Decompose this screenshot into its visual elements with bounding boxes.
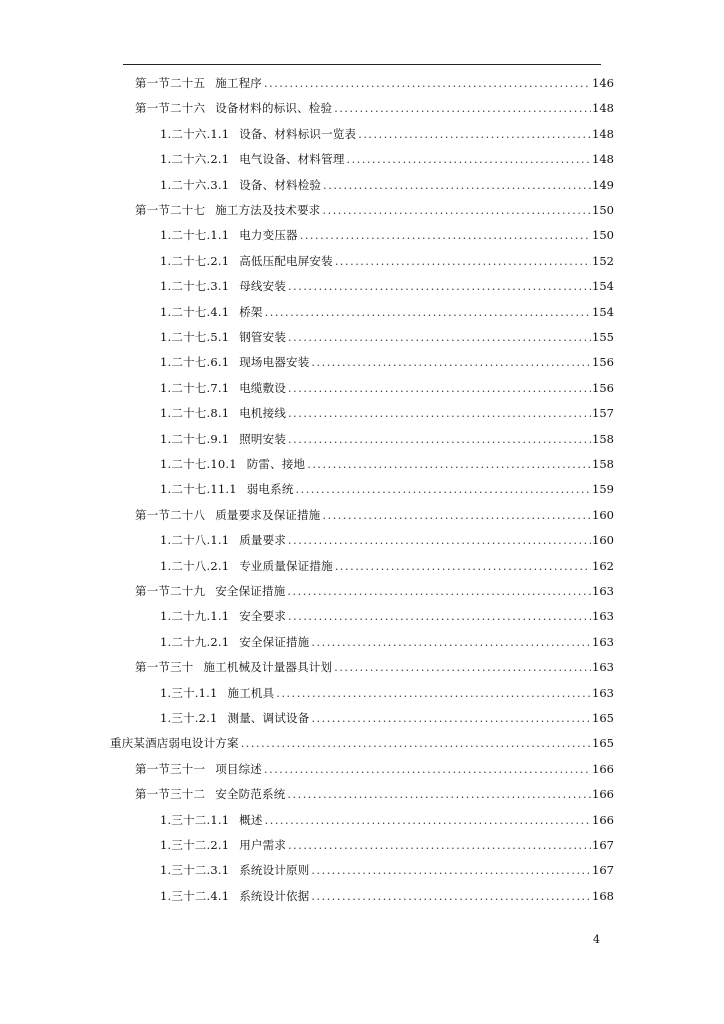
toc-entry[interactable] (135, 507, 614, 523)
toc-entry-number: 1.二十六.3.1 (160, 177, 230, 192)
toc-dot-leader (334, 660, 591, 676)
toc-dot-leader (296, 482, 592, 498)
toc-entry[interactable] (160, 532, 614, 548)
toc-entry-title: 钢管安装 (239, 330, 287, 344)
toc-entry-page: 160 (592, 533, 614, 548)
toc-entry[interactable] (160, 888, 614, 904)
toc-entry-label (160, 354, 310, 370)
toc-entry-title: 设备、材料标识一览表 (239, 126, 357, 141)
toc-entry-title: 系统设计依据 (239, 888, 310, 903)
toc-entry[interactable] (160, 634, 614, 650)
toc-entry[interactable] (135, 761, 614, 777)
toc-entry-page: 166 (592, 787, 614, 802)
toc-entry-page: 150 (592, 203, 614, 217)
toc-dot-leader (311, 635, 591, 651)
toc-entry-number: 1.二十九.2.1 (160, 634, 230, 649)
toc-entry-title: 安全防范系统 (215, 787, 286, 802)
toc-entry-title: 质量要求 (239, 533, 287, 548)
toc-entry-page: 158 (592, 431, 614, 446)
toc-dot-leader (307, 457, 591, 473)
toc-entry[interactable] (135, 202, 614, 218)
toc-entry-title: 施工机械及计量器具计划 (203, 660, 333, 675)
toc-entry-title: 设备材料的标识、检验 (215, 101, 333, 116)
toc-dot-leader (323, 178, 591, 194)
toc-dot-leader (287, 787, 591, 803)
toc-entry[interactable] (135, 75, 614, 91)
toc-entry-title: 施工机具 (227, 685, 275, 700)
toc-entry-number: 第一节三十二 (135, 787, 206, 802)
toc-entry-page: 157 (592, 406, 614, 421)
toc-entry-label (135, 786, 286, 802)
toc-entry-number: 1.二十七.6.1 (160, 355, 230, 370)
toc-entry-label (160, 278, 287, 294)
toc-dot-leader (288, 381, 591, 397)
toc-dot-leader (323, 203, 592, 219)
toc-entry-page: 155 (592, 330, 614, 344)
toc-dot-leader (323, 508, 592, 524)
toc-entry-label (160, 608, 287, 624)
toc-entry-page: 158 (592, 457, 614, 471)
toc-entry[interactable] (135, 100, 614, 116)
toc-entry-number: 1.三十二.2.1 (160, 838, 230, 852)
toc-entry-number: 1.二十七.9.1 (160, 431, 230, 446)
toc-entry-title: 用户需求 (239, 838, 287, 852)
toc-entry-page: 148 (592, 101, 614, 116)
toc-entry-page: 156 (592, 380, 614, 395)
toc-entry-number: 1.二十七.1.1 (160, 228, 230, 243)
toc-dot-leader (300, 228, 591, 244)
toc-entry-label (160, 634, 310, 650)
toc-entry-title: 测量、调试设备 (227, 711, 310, 725)
toc-dot-leader (276, 686, 591, 702)
toc-dot-leader (288, 330, 591, 346)
toc-entry-number: 第一节三十 (135, 660, 194, 675)
toc-entry-page: 148 (592, 126, 614, 141)
toc-dot-leader (347, 152, 592, 168)
toc-entry-label (160, 532, 287, 548)
toc-entry-page: 165 (592, 736, 614, 751)
toc-dot-leader (264, 762, 591, 778)
toc-entry-label (135, 761, 263, 777)
toc-entry-number: 1.三十.2.1 (160, 711, 218, 725)
toc-entry[interactable] (160, 481, 614, 497)
toc-entry-label (135, 100, 333, 116)
toc-entry-number: 1.二十七.11.1 (160, 482, 237, 497)
header-rule (123, 64, 601, 65)
toc-entry-page: 149 (592, 177, 614, 192)
toc-entry[interactable] (160, 177, 614, 193)
toc-entry-title: 系统设计原则 (239, 863, 310, 878)
toc-entry-number: 1.三十二.3.1 (160, 863, 230, 878)
toc-entry-title: 质量要求及保证措施 (215, 507, 321, 522)
toc-dot-leader (288, 279, 591, 295)
toc-entry-title: 施工程序 (215, 76, 263, 90)
toc-entry-page: 168 (592, 888, 614, 903)
toc-entry-number: 第一节三十一 (135, 761, 206, 776)
toc-entry-number: 1.三十.1.1 (160, 685, 218, 700)
toc-dot-leader (311, 889, 591, 905)
toc-entry-page: 159 (592, 482, 614, 497)
toc-dot-leader (241, 736, 591, 752)
toc-entry[interactable] (160, 710, 614, 726)
toc-entry-page: 166 (592, 761, 614, 776)
toc-entry-number: 1.二十七.2.1 (160, 253, 230, 268)
toc-dot-leader (288, 609, 591, 625)
toc-entry[interactable] (135, 659, 614, 675)
toc-entry-title: 安全保证措施 (215, 584, 286, 598)
toc-entry-label (160, 710, 310, 726)
toc-entry-page: 160 (592, 507, 614, 522)
toc-entry-number: 1.二十七.7.1 (160, 380, 230, 395)
toc-entry-number: 第一节二十九 (135, 584, 206, 598)
toc-entry-page: 146 (592, 76, 614, 90)
toc-entry-title: 施工方法及技术要求 (215, 203, 321, 217)
toc-entry[interactable] (160, 812, 614, 828)
toc-entry[interactable] (160, 405, 614, 421)
toc-entry[interactable] (110, 735, 614, 751)
toc-dot-leader (358, 127, 591, 143)
toc-entry-title: 现场电器安装 (239, 355, 310, 370)
toc-entry[interactable] (160, 151, 614, 167)
toc-entry[interactable] (160, 227, 614, 243)
toc-dot-leader (288, 533, 591, 549)
toc-dot-leader (288, 432, 591, 448)
toc-entry-number: 第一节二十五 (135, 76, 206, 90)
toc-entry[interactable] (160, 329, 614, 345)
toc-dot-leader (335, 254, 591, 270)
toc-entry-page: 163 (592, 609, 614, 624)
toc-entry-label (160, 558, 334, 574)
toc-entry-page: 154 (592, 279, 614, 294)
toc-entry-page: 154 (592, 304, 614, 319)
toc-entry-title: 设备、材料检验 (239, 177, 322, 192)
toc-entry[interactable] (160, 456, 614, 472)
toc-entry-title: 安全要求 (239, 609, 287, 624)
toc-entry-page: 162 (592, 558, 614, 573)
toc-entry-title: 专业质量保证措施 (239, 558, 333, 573)
toc-entry-page: 148 (592, 152, 614, 167)
toc-entry-number: 1.二十七.3.1 (160, 279, 230, 294)
toc-entry-title: 防雷、接地 (246, 457, 306, 471)
toc-entry-title: 电力变压器 (239, 228, 298, 243)
toc-entry-label (160, 177, 322, 193)
toc-dot-leader (265, 305, 591, 321)
toc-entry[interactable] (135, 583, 614, 599)
toc-entry-number: 1.三十二.4.1 (160, 888, 230, 903)
toc-entry-page: 167 (592, 838, 614, 852)
toc-entry-number: 1.二十七.4.1 (160, 304, 230, 319)
toc-dot-leader (265, 813, 591, 829)
toc-entry-page: 150 (592, 228, 614, 243)
toc-entry-label (160, 456, 306, 472)
toc-entry-label (160, 685, 275, 701)
toc-dot-leader (335, 559, 591, 575)
toc-entry-number: 1.三十二.1.1 (160, 812, 230, 827)
toc-entry[interactable] (160, 278, 614, 294)
toc-entry-label (135, 75, 263, 91)
toc-entry-title: 项目综述 (215, 761, 263, 776)
toc-entry-number: 第一节二十七 (135, 203, 206, 217)
toc-entry[interactable] (160, 862, 614, 878)
toc-entry-label (110, 735, 240, 751)
toc-entry-page: 156 (592, 355, 614, 370)
toc-entry-label (160, 405, 287, 421)
toc-entry-title: 高低压配电屏安装 (239, 253, 333, 268)
toc-entry-title: 电缆敷设 (239, 380, 287, 395)
page-number: 4 (593, 933, 600, 946)
toc-entry-page: 163 (592, 584, 614, 598)
toc-entry-label (160, 227, 299, 243)
toc-entry[interactable] (160, 558, 614, 574)
toc-entry-number: 1.二十九.1.1 (160, 609, 230, 624)
toc-entry-label (160, 380, 287, 396)
toc-entry[interactable] (135, 786, 614, 802)
toc-entry-page: 166 (592, 812, 614, 827)
toc-dot-leader (264, 76, 591, 92)
toc-entry-number: 1.二十七.8.1 (160, 406, 230, 421)
toc-entry-number: 第一节二十六 (135, 101, 206, 116)
toc-dot-leader (311, 863, 591, 879)
toc-entry-number: 1.二十八.2.1 (160, 558, 230, 573)
toc-entry-page: 165 (592, 711, 614, 725)
toc-entry-page: 163 (592, 660, 614, 675)
toc-entry-title: 照明安装 (239, 431, 287, 446)
toc-entry-title: 重庆某酒店弱电设计方案 (110, 736, 239, 751)
toc-entry[interactable] (160, 837, 614, 853)
toc-dot-leader (334, 101, 591, 117)
toc-entry[interactable] (160, 380, 614, 396)
toc-entry[interactable] (160, 685, 614, 701)
toc-dot-leader (311, 711, 591, 727)
toc-entry-page: 152 (592, 253, 614, 268)
toc-entry-label (160, 329, 287, 345)
toc-entry-label (160, 126, 357, 142)
toc-dot-leader (287, 584, 591, 600)
toc-entry[interactable] (160, 304, 614, 320)
toc-entry-label (160, 253, 334, 269)
toc-entry-number: 1.二十八.1.1 (160, 533, 230, 548)
toc-entry-title: 弱电系统 (246, 482, 294, 497)
toc-dot-leader (311, 355, 591, 371)
toc-dot-leader (288, 406, 591, 422)
toc-entry-page: 163 (592, 685, 614, 700)
toc-entry-number: 1.二十六.1.1 (160, 126, 230, 141)
toc-entry-number: 1.二十七.5.1 (160, 330, 230, 344)
toc-entry-number: 1.二十六.2.1 (160, 152, 230, 167)
toc-entry-label (160, 812, 264, 828)
toc-entry-label (135, 202, 322, 218)
toc-entry-label (135, 583, 286, 599)
toc-entry-label (160, 481, 295, 497)
toc-entry-label (160, 431, 287, 447)
toc-entry-number: 1.二十七.10.1 (160, 457, 237, 471)
toc-entry[interactable] (160, 253, 614, 269)
toc-entry[interactable] (160, 431, 614, 447)
toc-entry-label (160, 304, 264, 320)
toc-entry-label (160, 862, 310, 878)
toc-entry-label (160, 888, 310, 904)
toc-entry[interactable] (160, 608, 614, 624)
toc-entry-page: 167 (592, 863, 614, 878)
toc-entry-title: 电机接线 (239, 406, 287, 421)
toc-entry-label (135, 507, 322, 523)
toc-entry-title: 母线安装 (239, 279, 287, 294)
toc-dot-leader (288, 838, 591, 854)
toc-entry-label (160, 151, 346, 167)
toc-entry-title: 桥架 (239, 304, 263, 319)
toc-entry-title: 电气设备、材料管理 (239, 152, 345, 167)
toc-entry-label (160, 837, 287, 853)
toc-entry-number: 第一节二十八 (135, 507, 206, 522)
toc-entry-title: 概述 (239, 812, 263, 827)
toc-entry-title: 安全保证措施 (239, 634, 310, 649)
toc-entry-page: 163 (592, 634, 614, 649)
toc-entry-label (135, 659, 333, 675)
toc-entry[interactable] (160, 126, 614, 142)
toc-entry[interactable] (160, 354, 614, 370)
